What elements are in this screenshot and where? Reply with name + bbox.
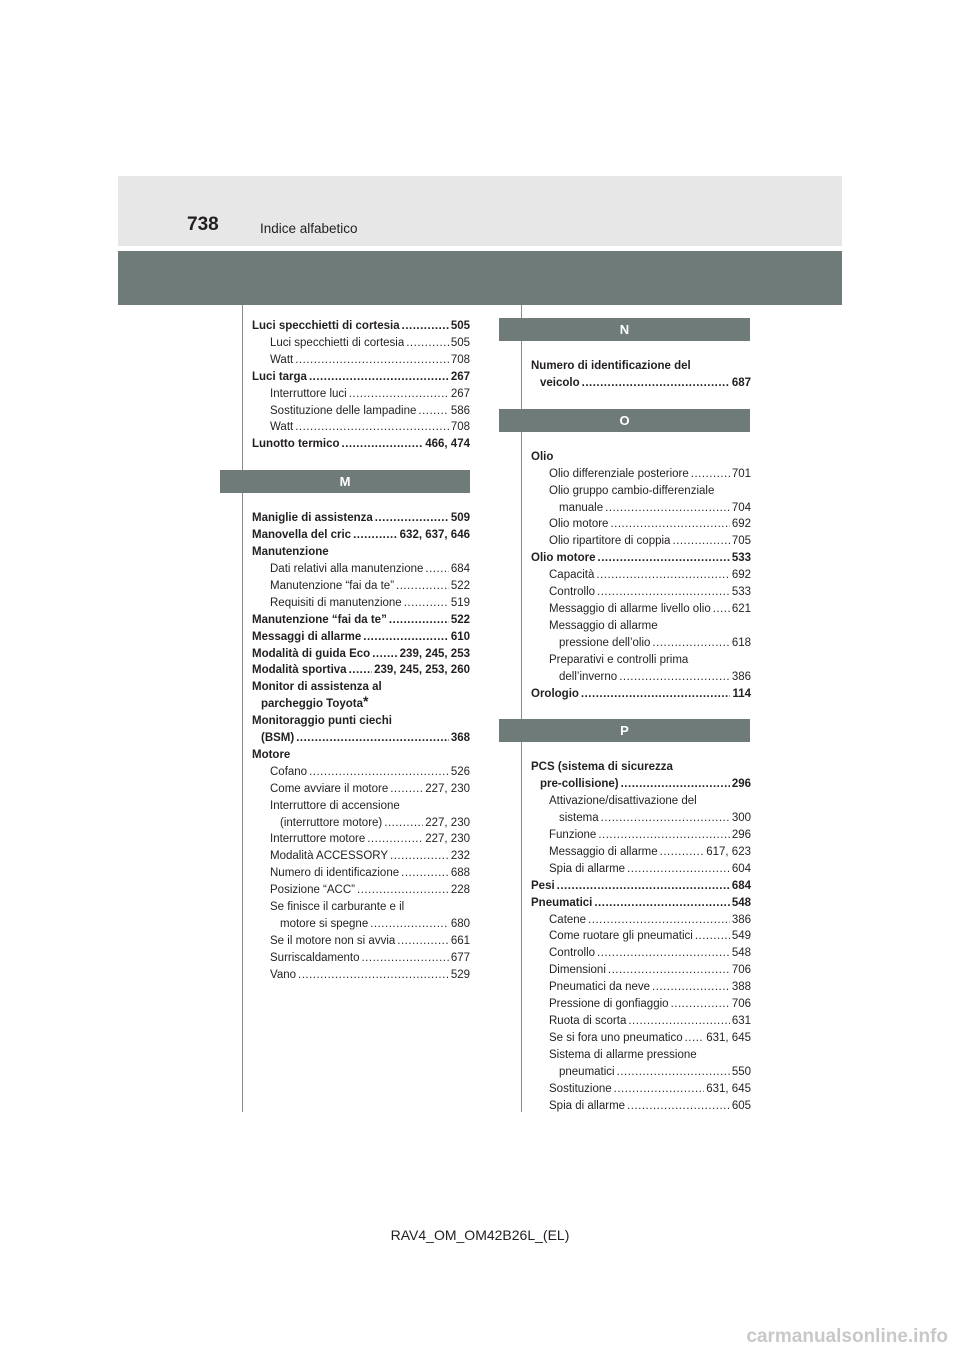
entry-page: 227, 230 [425, 782, 470, 795]
entry-term: Sostituzione delle lampadine [270, 404, 417, 417]
index-subentry [252, 781, 470, 798]
dot-leader [375, 510, 449, 527]
index-subentry [252, 848, 470, 865]
entry-term: Come ruotare gli pneumatici [549, 930, 693, 943]
index-entry [252, 693, 470, 713]
dot-leader [296, 730, 449, 747]
dot-leader [357, 882, 449, 899]
index-subentry [252, 967, 470, 984]
entry-page: 688 [450, 867, 470, 880]
entry-term: Pressione di gonfiaggio [549, 998, 669, 1011]
index-subentry [252, 899, 470, 916]
spacer [531, 702, 751, 719]
dot-leader [402, 318, 449, 335]
dot-leader [652, 979, 730, 996]
index-subentry [531, 912, 751, 929]
entry-page: 549 [731, 930, 751, 943]
dot-leader [349, 662, 373, 679]
index-subentry [531, 1081, 751, 1098]
entry-page: 296 [731, 778, 751, 791]
dot-leader [601, 810, 730, 827]
dot-leader [397, 933, 449, 950]
entry-page: 114 [732, 687, 751, 700]
index-entry [531, 358, 751, 375]
entry-page: 692 [731, 569, 751, 582]
index-subentry [252, 561, 470, 578]
entry-term: Surriscaldamento [270, 951, 360, 964]
dot-leader [621, 776, 730, 793]
dot-leader [627, 861, 730, 878]
index-subentry [531, 844, 751, 861]
dot-leader [597, 945, 730, 962]
entry-term: Messaggio di allarme [549, 619, 658, 632]
index-entry [531, 759, 751, 776]
entry-page: 617, 623 [706, 845, 751, 858]
index-subentry [531, 962, 751, 979]
dot-leader [390, 848, 449, 865]
index-subentry [252, 950, 470, 967]
index-subentry [531, 1098, 751, 1115]
entry-term: dell’inverno [559, 670, 618, 683]
entry-term: Motore [252, 748, 291, 761]
index-subentry [531, 1064, 751, 1081]
dot-leader [401, 865, 449, 882]
index-subentry [531, 652, 751, 669]
index-subentry [252, 815, 470, 832]
entry-page: 550 [731, 1065, 751, 1078]
entry-term: Dimensioni [549, 964, 606, 977]
entry-page: 296 [731, 829, 751, 842]
entry-term: Olio ripartitore di coppia [549, 535, 671, 548]
dot-leader [605, 500, 730, 517]
dot-leader [309, 764, 449, 781]
entry-page: 227, 230 [425, 816, 470, 829]
index-subentry [531, 618, 751, 635]
entry-page: 232 [450, 850, 470, 863]
index-subentry [252, 831, 470, 848]
entry-term: Watt [270, 353, 294, 366]
entry-page: 386 [731, 670, 751, 683]
index-entry [252, 544, 470, 561]
dot-leader [598, 827, 730, 844]
index-entry [531, 375, 751, 392]
entry-page: 621 [731, 602, 751, 615]
entry-page: 706 [731, 998, 751, 1011]
entry-term: (interruttore motore) [280, 816, 383, 829]
dot-leader [309, 369, 449, 386]
entry-term: pressione dell’olio [559, 636, 651, 649]
dot-leader [349, 386, 449, 403]
entry-page: 227, 230 [425, 833, 470, 846]
index-entry [252, 730, 470, 747]
entry-page: 708 [450, 421, 470, 434]
index-entry [252, 318, 470, 335]
index-entry [252, 646, 470, 663]
entry-page: 505 [450, 336, 470, 349]
entry-page: 708 [450, 353, 470, 366]
dot-leader [363, 629, 449, 646]
entry-term: Olio gruppo cambio-differenziale [549, 484, 715, 497]
dot-leader [370, 916, 449, 933]
spacer [531, 742, 751, 759]
dot-leader [660, 844, 705, 861]
entry-term: pre-collisione) [540, 778, 619, 791]
entry-term: Manutenzione [252, 546, 329, 559]
entry-term: Olio differenziale posteriore [549, 467, 689, 480]
dot-leader [594, 895, 729, 912]
entry-page: 228 [450, 884, 470, 897]
entry-page: 526 [450, 765, 470, 778]
index-subentry [252, 933, 470, 950]
index-entry [252, 747, 470, 764]
index-subentry [531, 669, 751, 686]
entry-term: Lunotto termico [252, 438, 340, 451]
entry-term: Olio [531, 450, 554, 463]
dot-leader [672, 533, 729, 550]
entry-term: Spia di allarme [549, 862, 626, 875]
entry-term: motore si spegne [280, 918, 369, 930]
dot-leader [390, 781, 423, 798]
entry-page: 509 [450, 512, 470, 525]
index-subentry [252, 578, 470, 595]
entry-term: Monitoraggio punti ciechi [252, 715, 392, 728]
index-subentry [531, 1047, 751, 1064]
entry-term: Modalità di guida Eco [252, 647, 371, 660]
spacer [531, 392, 751, 409]
spacer [531, 432, 751, 449]
dot-leader [295, 352, 449, 369]
index-subentry [531, 516, 751, 533]
index-entry [531, 449, 751, 466]
entry-term: Requisiti di manutenzione [270, 596, 402, 609]
entry-page: 388 [731, 981, 751, 994]
index-subentry [252, 798, 470, 815]
left-column-divider [242, 305, 243, 1112]
entry-term: Capacità [549, 569, 595, 582]
dot-leader [342, 436, 424, 453]
dot-leader [713, 601, 730, 618]
entry-term: Se il motore non si avvia [270, 934, 396, 947]
index-entry [531, 895, 751, 912]
entry-page: 684 [450, 562, 470, 575]
header-top-band [118, 176, 842, 246]
index-subentry [252, 916, 470, 933]
entry-term: Come avviare il motore [270, 782, 389, 795]
index-entry [252, 436, 470, 453]
entry-term: Manutenzione “fai da te” [252, 613, 387, 626]
entry-page: 522 [450, 613, 470, 626]
entry-term: Interruttore di accensione [270, 799, 400, 812]
entry-term: Modalità ACCESSORY [270, 850, 389, 863]
dot-leader [614, 1081, 705, 1098]
index-column-left [252, 318, 470, 984]
entry-page: 610 [450, 630, 470, 643]
entry-term: (BSM) [261, 732, 295, 745]
dot-leader [298, 967, 449, 984]
entry-term: Dati relativi alla manutenzione [270, 562, 424, 575]
entry-page: 605 [731, 1099, 751, 1112]
index-subentry [531, 928, 751, 945]
entry-page: 618 [731, 636, 751, 649]
dot-leader [610, 516, 729, 533]
entry-page: 529 [450, 968, 470, 981]
entry-term: manuale [559, 501, 604, 514]
index-subentry [252, 865, 470, 882]
entry-page: 239, 245, 253, 260 [374, 664, 470, 677]
dot-leader [588, 912, 730, 929]
entry-page: 548 [731, 947, 751, 960]
entry-page: 677 [450, 951, 470, 964]
entry-page: 386 [731, 913, 751, 926]
entry-page: 300 [731, 812, 751, 825]
entry-term: Controllo [549, 586, 596, 599]
dot-leader [652, 635, 729, 652]
entry-term: Watt [270, 421, 294, 434]
dot-leader [406, 335, 449, 352]
index-entry [252, 612, 470, 629]
entry-term: Luci specchietti di cortesia [252, 320, 400, 332]
letter-header: M [220, 470, 470, 493]
entry-page: 661 [450, 934, 470, 947]
entry-term: parcheggio Toyota [261, 698, 364, 711]
dot-leader [418, 403, 448, 420]
index-subentry [531, 996, 751, 1013]
entry-term: Messaggio di allarme [549, 845, 658, 858]
entry-term: Interruttore luci [270, 387, 347, 400]
entry-page: 631, 645 [706, 1031, 751, 1044]
entry-page: 522 [450, 579, 470, 592]
entry-page: 701 [731, 467, 751, 480]
dot-leader [608, 962, 730, 979]
entry-page: 505 [450, 320, 470, 332]
index-column-right [531, 318, 751, 1114]
entry-term: pneumatici [559, 1065, 615, 1078]
index-subentry [252, 403, 470, 420]
index-subentry [252, 595, 470, 612]
entry-page: 692 [731, 518, 751, 531]
dot-leader [396, 578, 449, 595]
entry-page: 684 [731, 879, 751, 892]
dot-leader [372, 646, 397, 663]
asterisk-note: * [363, 693, 369, 710]
index-subentry [531, 601, 751, 618]
entry-term: Interruttore motore [270, 833, 366, 846]
entry-page: 706 [731, 964, 751, 977]
entry-term: Luci specchietti di cortesia [270, 336, 405, 349]
entry-page: 631, 645 [706, 1082, 751, 1095]
entry-term: Manovella del cric [252, 529, 352, 542]
entry-term: Catene [549, 913, 587, 926]
letter-header: P [499, 719, 750, 742]
entry-page: 680 [450, 918, 470, 930]
entry-page: 704 [731, 501, 751, 514]
index-entry [252, 713, 470, 730]
entry-page: 687 [731, 376, 751, 389]
entry-term: Numero di identificazione del [531, 360, 691, 372]
entry-page: 533 [731, 586, 751, 599]
entry-term: Orologio [531, 687, 579, 700]
entry-term: Posizione “ACC” [270, 884, 355, 897]
index-subentry [531, 567, 751, 584]
entry-term: Se finisce il carburante e il [270, 901, 405, 914]
entry-term: Pneumatici da neve [549, 981, 651, 994]
entry-term: Monitor di assistenza al [252, 681, 382, 694]
entry-page: 631 [731, 1015, 751, 1027]
dot-leader [404, 595, 449, 612]
entry-page: 239, 245, 253 [399, 647, 470, 660]
entry-term: Preparativi e controlli prima [549, 653, 689, 666]
index-subentry [531, 533, 751, 550]
entry-term: PCS (sistema di sicurezza [531, 761, 673, 774]
entry-term: sistema [559, 812, 599, 825]
entry-term: veicolo [540, 376, 580, 389]
index-entry [252, 679, 470, 696]
watermark: carmanualsonline.info [746, 1326, 948, 1347]
entry-page: 519 [450, 596, 470, 609]
dot-leader [557, 878, 730, 895]
index-entry [252, 527, 470, 544]
index-subentry [531, 945, 751, 962]
entry-term: Sostituzione [549, 1082, 612, 1095]
dot-leader [617, 1064, 730, 1081]
index-subentry [531, 1013, 751, 1030]
dot-leader [695, 928, 730, 945]
entry-page: 604 [731, 862, 751, 875]
dot-leader [425, 561, 448, 578]
entry-page: 548 [731, 896, 751, 909]
index-entry [531, 878, 751, 895]
entry-term: Spia di allarme [549, 1099, 626, 1112]
index-subentry [252, 419, 470, 436]
header-dark-band [118, 251, 842, 305]
index-subentry [252, 335, 470, 352]
dot-leader [367, 831, 423, 848]
dot-leader [353, 527, 398, 544]
index-entry [531, 776, 751, 793]
index-subentry [531, 793, 751, 810]
index-entry [252, 369, 470, 386]
index-subentry [531, 1030, 751, 1047]
index-entry [252, 629, 470, 646]
spacer [531, 341, 751, 358]
index-entry [252, 662, 470, 679]
entry-term: Sistema di allarme pressione [549, 1048, 697, 1061]
dot-leader [581, 686, 731, 703]
index-subentry [531, 483, 751, 500]
page-number: 738 [187, 214, 219, 235]
entry-term: Funzione [549, 829, 597, 842]
index-subentry [531, 827, 751, 844]
entry-term: Controllo [549, 947, 596, 960]
entry-term: Luci targa [252, 370, 307, 383]
index-subentry [531, 810, 751, 827]
index-subentry [531, 584, 751, 601]
index-subentry [252, 352, 470, 369]
dot-leader [582, 375, 730, 392]
entry-term: Olio motore [549, 518, 609, 531]
entry-page: 632, 637, 646 [399, 529, 470, 542]
index-subentry [252, 882, 470, 899]
entry-page: 267 [450, 387, 470, 400]
index-entry [531, 686, 751, 703]
entry-term: Modalità sportiva [252, 664, 347, 677]
dot-leader [598, 550, 730, 567]
spacer [252, 493, 470, 510]
index-subentry [252, 386, 470, 403]
dot-leader [671, 996, 730, 1013]
index-subentry [531, 500, 751, 517]
entry-term: Maniglie di assistenza [252, 512, 373, 525]
letter-header: O [499, 409, 750, 432]
dot-leader [627, 1098, 730, 1115]
entry-term: Messaggi di allarme [252, 630, 362, 643]
letter-header: N [499, 318, 750, 341]
entry-page: 705 [731, 535, 751, 548]
dot-leader [389, 612, 449, 629]
dot-leader [691, 466, 730, 483]
entry-term: Ruota di scorta [549, 1015, 627, 1027]
entry-page: 586 [450, 404, 470, 417]
dot-leader [295, 419, 449, 436]
index-subentry [531, 635, 751, 652]
entry-term: Olio motore [531, 552, 596, 565]
index-subentry [252, 764, 470, 781]
dot-leader [597, 584, 730, 601]
index-subentry [531, 979, 751, 996]
entry-page: 267 [450, 370, 470, 383]
entry-page: 368 [450, 732, 470, 745]
entry-term: Attivazione/disattivazione del [549, 795, 697, 808]
document-code: RAV4_OM_OM42B26L_(EL) [390, 1227, 570, 1243]
entry-term: Manutenzione “fai da te” [270, 579, 395, 592]
dot-leader [361, 950, 448, 967]
dot-leader [384, 815, 423, 832]
index-entry [531, 550, 751, 567]
dot-leader [628, 1013, 729, 1030]
entry-term: Messaggio di allarme livello olio [549, 602, 711, 615]
index-subentry [531, 861, 751, 878]
entry-term: Se si fora uno pneumatico [549, 1031, 683, 1044]
index-subentry [531, 466, 751, 483]
dot-leader [685, 1030, 705, 1047]
entry-term: Pesi [531, 879, 555, 892]
entry-page: 533 [731, 552, 751, 565]
spacer [252, 453, 470, 470]
dot-leader [596, 567, 729, 584]
index-entry [252, 510, 470, 527]
entry-term: Numero di identificazione [270, 867, 400, 880]
section-title: Indice alfabetico [260, 221, 358, 236]
entry-page: 466, 474 [425, 438, 470, 451]
entry-term: Vano [270, 968, 297, 981]
entry-term: Cofano [270, 765, 308, 778]
dot-leader [619, 669, 730, 686]
entry-term: Pneumatici [531, 896, 593, 909]
